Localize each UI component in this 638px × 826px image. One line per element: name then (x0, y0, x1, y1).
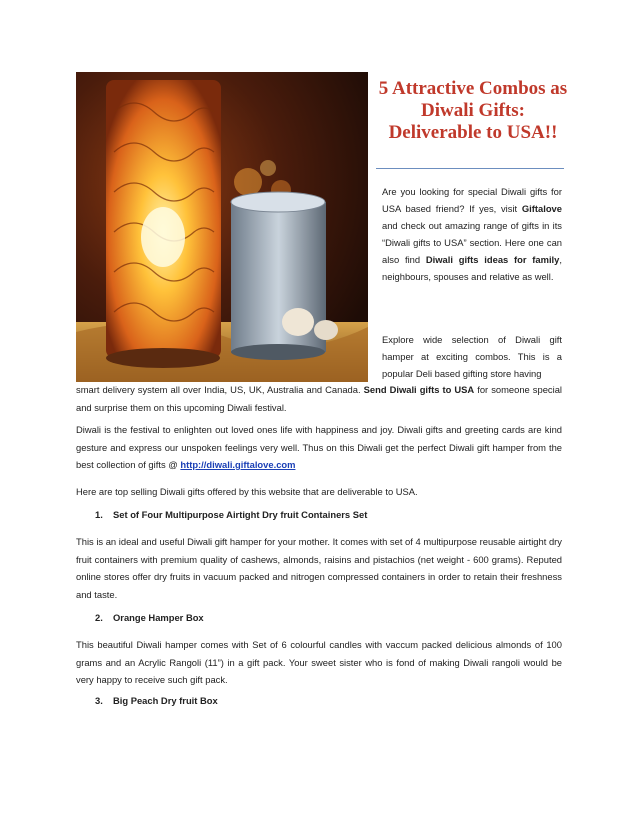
intro-text-3: , neighbours, spouses and relative as well. (382, 254, 562, 282)
top-selling-paragraph: Here are top selling Diwali gifts offered by this website that are deliverable to USA. (76, 486, 418, 497)
intro-bold-phrase: Diwali gifts ideas for family (425, 254, 560, 265)
item-heading-3 (95, 695, 218, 706)
item-title: Big Peach Dry fruit Box (113, 695, 218, 706)
item-number: 1. (95, 509, 103, 520)
intro-paragraph (382, 183, 562, 285)
item-number: 2. (95, 612, 103, 623)
item-heading-1 (95, 509, 367, 520)
explore-wrap-text: smart delivery system all over India, US, UK, Australia and Canada. (76, 384, 364, 395)
explore-paragraph-wrap (76, 381, 562, 416)
diwali-lantern-photo (76, 72, 368, 382)
item-number: 3. (95, 695, 103, 706)
item-paragraph-2: This beautiful Diwali hamper comes with Set of 6 colourful candles with vaccum packed delicious almonds of 100 grams and an Acrylic Rangoli (11”) in a gift pack. Your sweet sister who is fond of making Diwali rangoli would be very happy to receive such gift pack. (76, 639, 562, 685)
title-divider (376, 168, 564, 169)
item-paragraph-1: This is an ideal and useful Diwali gift hamper for your mother. It comes with set of 4 multipurpose reusable airtight dry fruit containers with premium quality of cashews, almonds, raisins and pistachios (net weight - 600 grams). Reputed online stores offer dry fruits in vacuum packed and nitrogen compressed containers in order to retain their freshness and taste. (76, 536, 562, 600)
brand-name: Giftalove (521, 203, 562, 214)
festival-paragraph (76, 421, 562, 474)
item-title: Set of Four Multipurpose Airtight Dry fruit Containers Set (113, 509, 368, 520)
item-title: Orange Hamper Box (113, 612, 204, 623)
article-title: 5 Attractive Combos as Diwali Gifts: Deliverable to USA!! (378, 78, 568, 143)
giftalove-link[interactable]: http://diwali.giftalove.com (180, 459, 296, 470)
festival-text: Diwali is the festival to enlighten out loved ones life with happiness and joy. Diwali gifts and greeting cards are kind gesture and express our unspoken feelings very well. Thus on this Diwali get the perfect Diwali gift hamper from the best collection of gifts @ (76, 424, 562, 470)
explore-wrap-tail: for someone special and surprise them on this upcoming Diwali festival. (76, 384, 562, 413)
explore-paragraph-side: Explore wide selection of Diwali gift hamper at exciting combos. This is a popular Deli based gifting store having (382, 334, 562, 379)
intro-text-2: and check out amazing range of gifts in its “Diwali gifts to USA” section. Here one can also find (382, 220, 562, 265)
intro-text-1: Are you looking for special Diwali gifts for USA based friend? If yes, visit (382, 186, 562, 214)
explore-bold-phrase: Send Diwali gifts to USA (363, 384, 475, 395)
item-heading-2 (95, 612, 204, 623)
